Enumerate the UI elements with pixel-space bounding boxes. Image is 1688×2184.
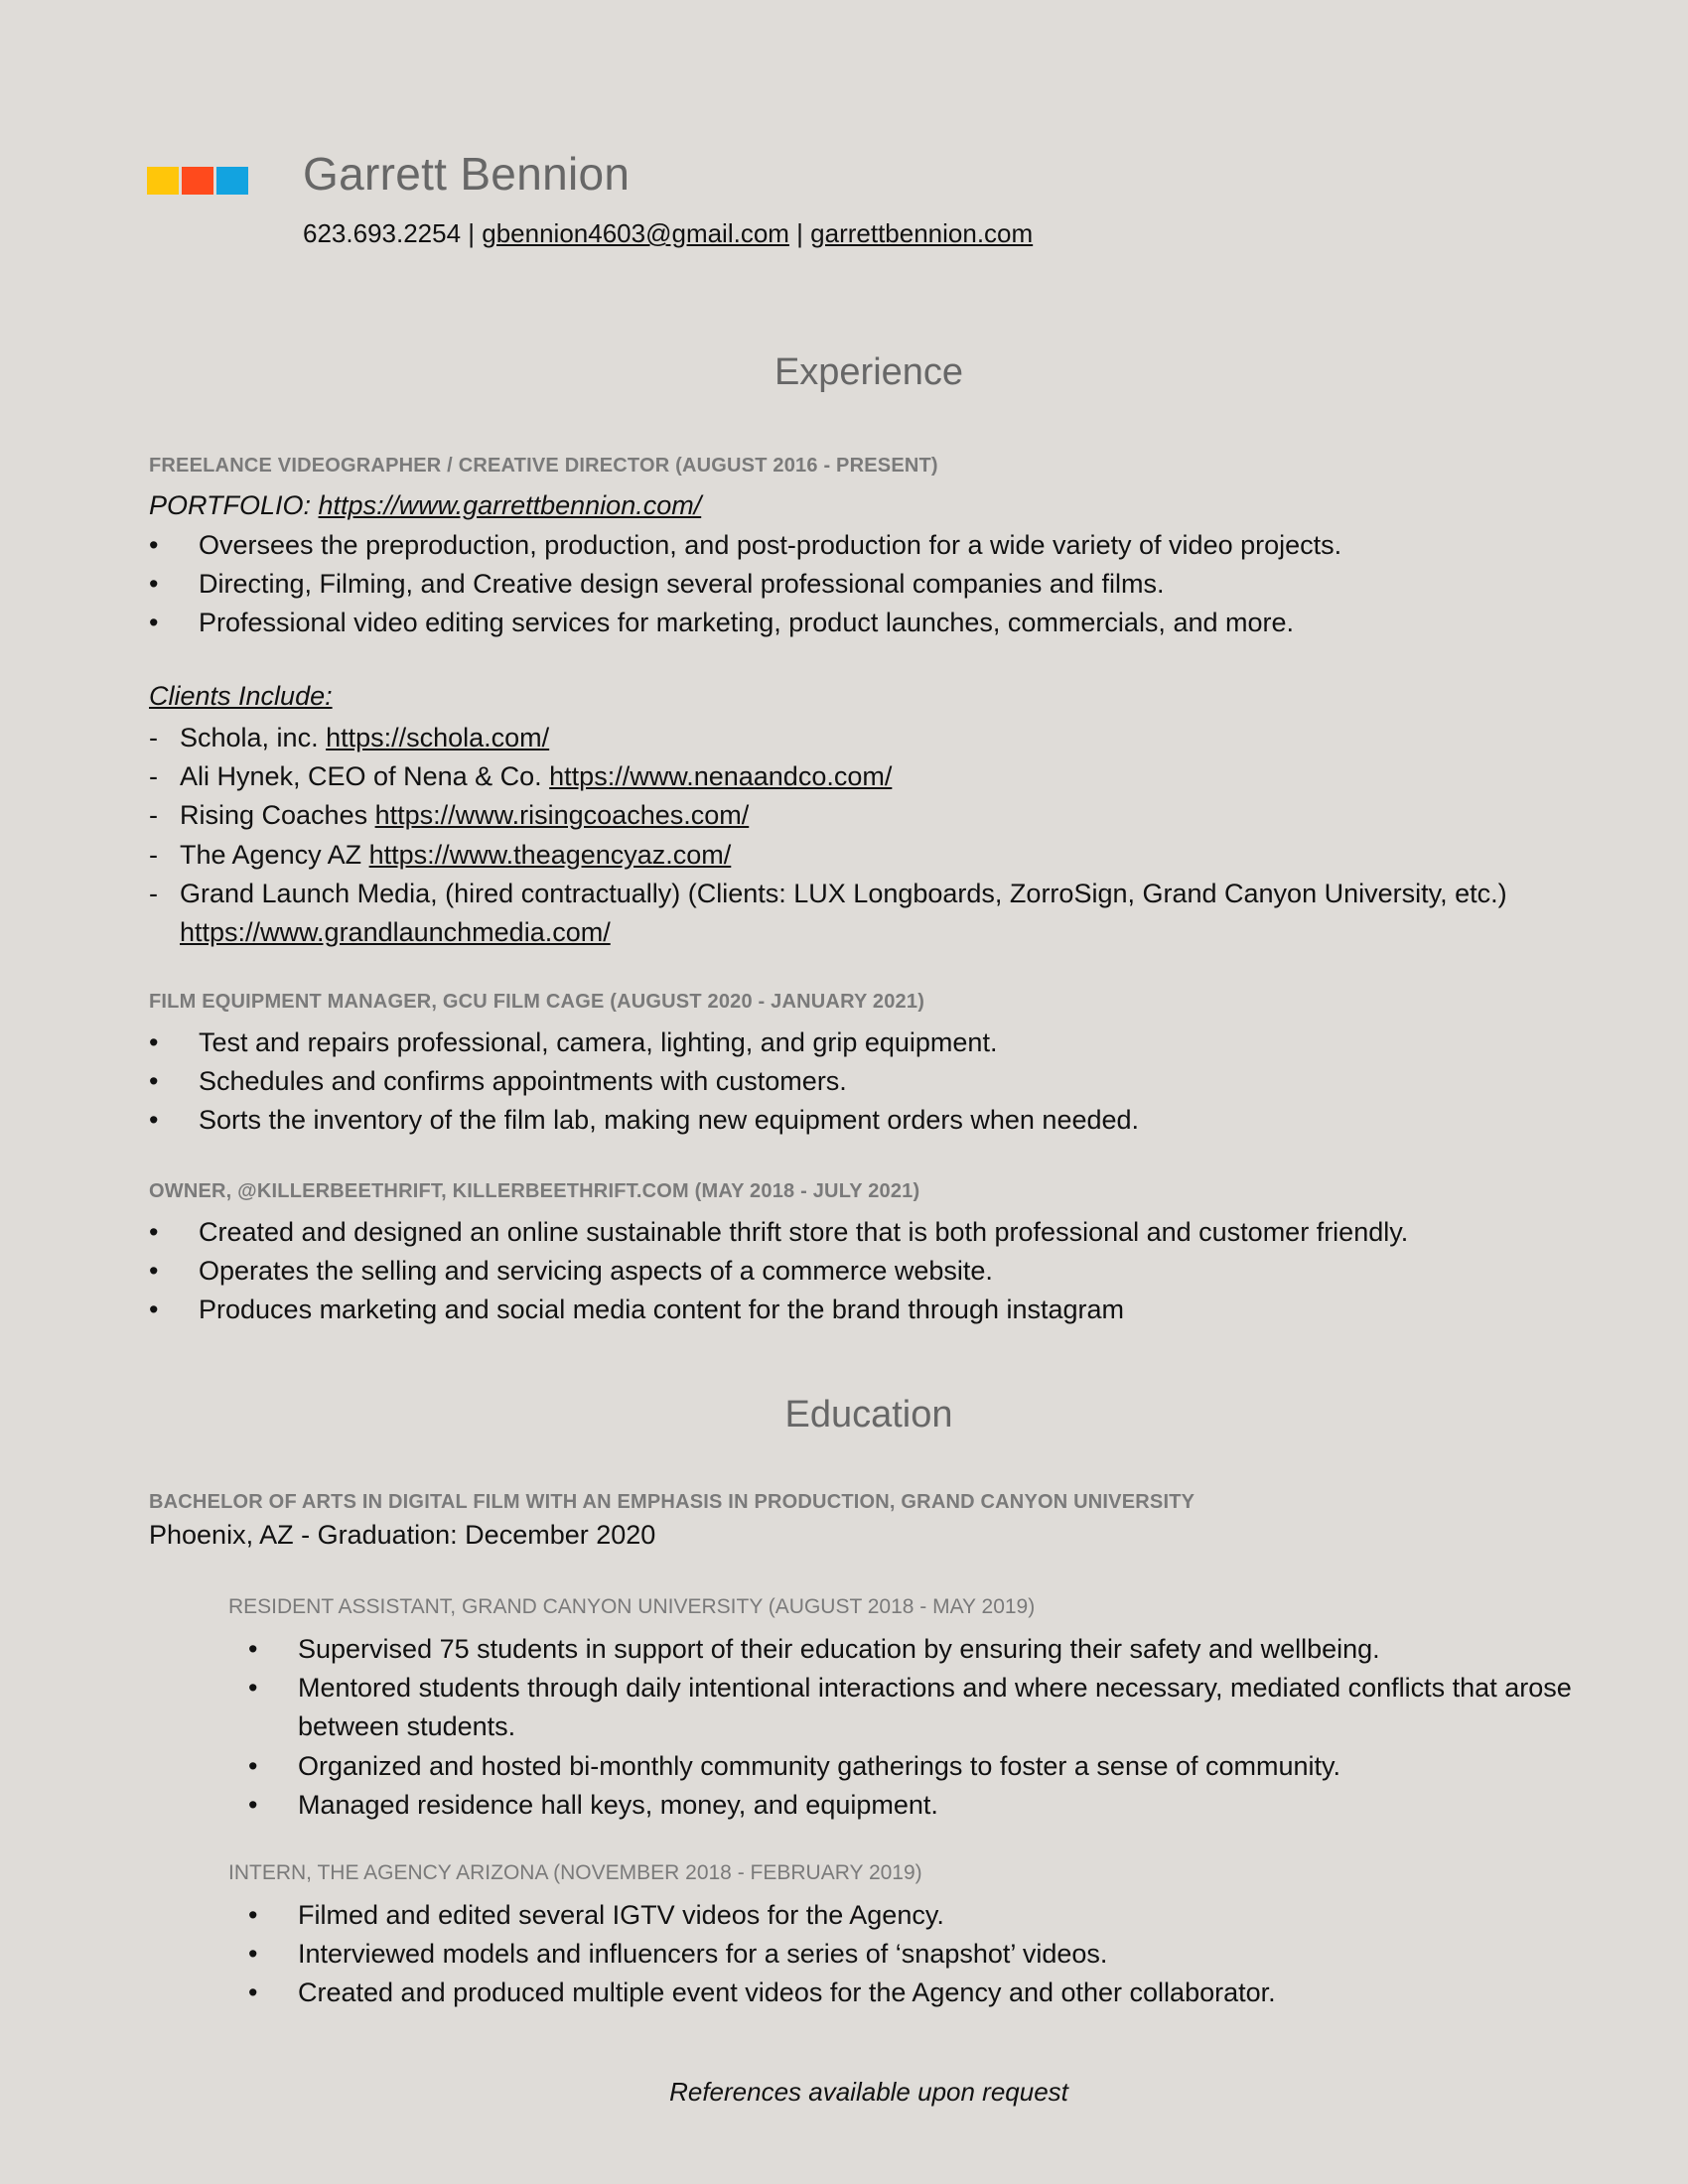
portfolio-line — [149, 490, 701, 521]
logo-squares — [147, 167, 248, 195]
website-link[interactable]: garrettbennion.com — [810, 218, 1034, 248]
references-note: References available upon request — [669, 2077, 1068, 2107]
bullet-item: • Directing, Filming, and Creative design several professional companies and films. — [149, 565, 1341, 604]
bullet-item: • Managed residence hall keys, money, and equipment. — [248, 1786, 1628, 1825]
portfolio-label: PORTFOLIO: — [149, 490, 319, 520]
job-bullets — [149, 1213, 1408, 1330]
job-bullets — [149, 1024, 1139, 1141]
job-title: FREELANCE VIDEOGRAPHER / CREATIVE DIRECTOR (AUGUST 2016 - PRESENT) — [149, 455, 938, 477]
phone: 623.693.2254 — [303, 218, 462, 248]
client-name: Rising Coaches — [180, 800, 375, 831]
bullet-item: • Organized and hosted bi-monthly community gatherings to foster a sense of community. — [248, 1747, 1628, 1786]
bullet-item: • Operates the selling and servicing aspects of a commerce website. — [149, 1252, 1408, 1291]
client-link[interactable]: https://schola.com/ — [326, 723, 550, 752]
bullet-item: • Mentored students through daily intentional interactions and where necessary, mediated conflicts that arose between students. — [248, 1669, 1628, 1746]
logo-blue-square — [216, 167, 248, 195]
candidate-name: Garrett Bennion — [303, 148, 631, 200]
logo-red-square — [182, 167, 213, 195]
client-name: Grand Launch Media, (hired contractually) (Clients: LUX Longboards, ZorroSign, Grand Canyon University, etc.) — [180, 878, 1507, 908]
bullet-item: • Created and designed an online sustainable thrift store that is both professional and customer friendly. — [149, 1213, 1408, 1252]
client-link[interactable]: https://www.nenaandco.com/ — [549, 761, 893, 792]
client-name: Schola, inc. — [180, 723, 327, 752]
education-heading: Education — [784, 1394, 953, 1435]
client-item — [149, 796, 1507, 835]
client-name: The Agency AZ — [180, 839, 369, 870]
clients-heading: Clients Include: — [149, 681, 333, 711]
bullet-item: • Created and produced multiple event videos for the Agency and other collaborator. — [248, 1974, 1628, 2012]
client-item — [149, 719, 1507, 757]
client-item — [149, 875, 1507, 952]
contact-line — [303, 218, 1033, 249]
bullet-item: • Produces marketing and social media content for the brand through instagram — [149, 1291, 1408, 1329]
bullet-item: • Oversees the preproduction, production, and post-production for a wide variety of video projects. — [149, 526, 1341, 565]
bullet-item: • Test and repairs professional, camera, lighting, and grip equipment. — [149, 1024, 1139, 1062]
separator: | — [461, 218, 483, 248]
role-title: INTERN, THE AGENCY ARIZONA (NOVEMBER 2018 - FEBRUARY 2019) — [228, 1861, 922, 1884]
client-link[interactable]: https://www.risingcoaches.com/ — [374, 800, 750, 831]
client-name: Ali Hynek, CEO of Nena & Co. — [180, 761, 550, 792]
client-link[interactable]: https://www.grandlaunchmedia.com/ — [180, 917, 611, 948]
client-link[interactable]: https://www.theagencyaz.com/ — [368, 839, 732, 870]
experience-heading: Experience — [774, 351, 964, 393]
role-bullets — [248, 1896, 1628, 2013]
bullet-item: • Interviewed models and influencers for a series of ‘snapshot’ videos. — [248, 1935, 1628, 1974]
bullet-item: • Filmed and edited several IGTV videos for the Agency. — [248, 1896, 1628, 1935]
job-title: OWNER, @KILLERBEETHRIFT, KILLERBEETHRIFT.COM (MAY 2018 - JULY 2021) — [149, 1180, 920, 1202]
job-title: FILM EQUIPMENT MANAGER, GCU FILM CAGE (AUGUST 2020 - JANUARY 2021) — [149, 991, 925, 1013]
email-link[interactable]: gbennion4603@gmail.com — [482, 218, 789, 248]
degree-title: BACHELOR OF ARTS IN DIGITAL FILM WITH AN EMPHASIS IN PRODUCTION, GRAND CANYON UNIVERSITY — [149, 1491, 1196, 1513]
separator: | — [788, 218, 811, 248]
job-bullets — [149, 526, 1341, 643]
logo-yellow-square — [147, 167, 179, 195]
clients-list — [149, 719, 1507, 952]
bullet-item: • Sorts the inventory of the film lab, making new equipment orders when needed. — [149, 1101, 1139, 1140]
degree-location: Phoenix, AZ - Graduation: December 2020 — [149, 1520, 656, 1550]
portfolio-link[interactable]: https://www.garrettbennion.com/ — [318, 490, 702, 520]
client-item — [149, 757, 1507, 796]
bullet-item: • Schedules and confirms appointments with customers. — [149, 1062, 1139, 1101]
role-bullets — [248, 1630, 1628, 1825]
role-title: RESIDENT ASSISTANT, GRAND CANYON UNIVERSITY (AUGUST 2018 - MAY 2019) — [228, 1595, 1036, 1618]
bullet-item: • Supervised 75 students in support of their education by ensuring their safety and wellbeing. — [248, 1630, 1628, 1669]
bullet-item: • Professional video editing services for marketing, product launches, commercials, and more. — [149, 604, 1341, 642]
client-item — [149, 836, 1507, 875]
